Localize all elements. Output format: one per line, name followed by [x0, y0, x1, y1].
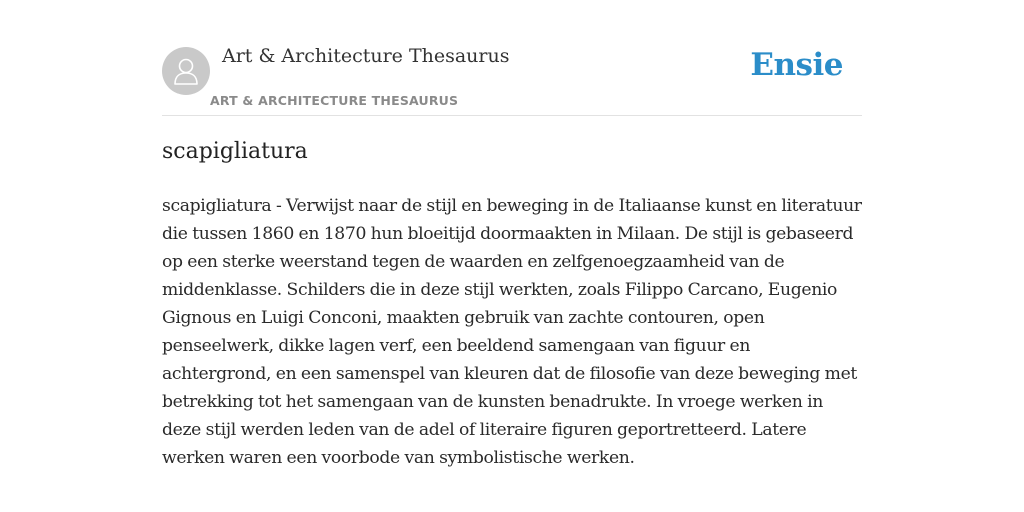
source-avatar[interactable]: [162, 47, 210, 95]
source-header: [162, 0, 862, 116]
entry-card: [162, 0, 862, 468]
user-icon: [173, 56, 199, 86]
source-title[interactable]: Art & Architecture Thesaurus: [222, 45, 510, 67]
brand-logo[interactable]: Ensie: [750, 47, 843, 83]
entry-definition: scapigliatura - Verwijst naar de stijl en beweging in de Italiaanse kunst en literatuur die tussen 1860 en 1870 hun bloeitijd doormaakten in Milaan. De stijl is gebaseerd op een sterke weerstand tegen de waarden en zelfgenoegzaamheid van de middenklasse. Schilders die in deze stijl werkten, zoals Filippo Carcano, Eugenio Gignous en Luigi Conconi, maakten gebruik van zachte contouren, open penseelwerk, dikke lagen verf, een beeldend samengaan van figuur en achtergrond, en een samenspel van kleuren dat de filosofie van deze beweging met betrekking tot het samengaan van de kunsten benadrukte. In vroege werken in deze stijl werden leden van de adel of literaire figuren geportretteerd. Latere werken waren een voorbode van symbolistische werken.: [162, 196, 862, 468]
entry-term: scapigliatura: [162, 139, 308, 164]
source-subtitle[interactable]: ART & ARCHITECTURE THESAURUS: [210, 93, 459, 108]
